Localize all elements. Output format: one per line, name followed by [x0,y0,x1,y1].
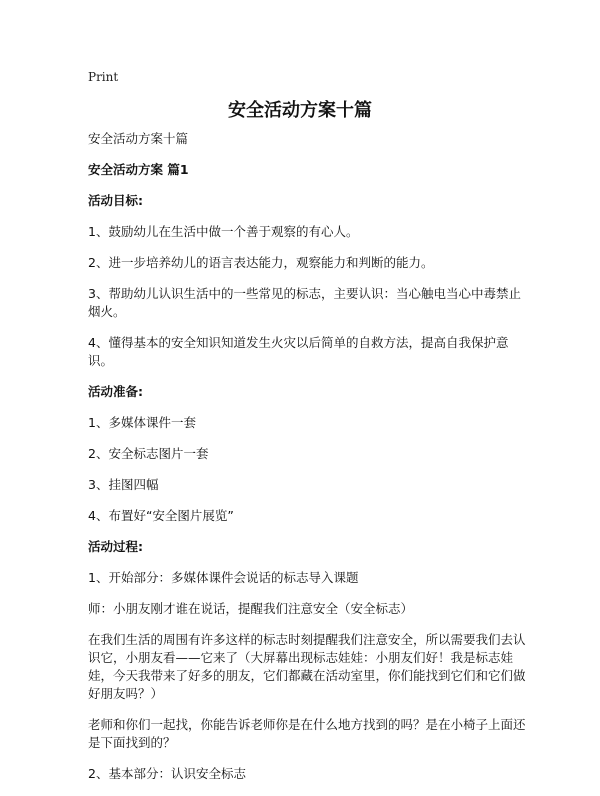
goal-item: 3、帮助幼儿认识生活中的一些常见的标志，主要认识：当心触电当心中毒禁止烟火。 [88,286,521,319]
section-heading: 安全活动方案 篇1 [88,162,189,177]
subtitle: 安全活动方案十篇 [88,131,189,146]
process-item: 2、基本部分：认识安全标志 [88,766,246,781]
goal-item: 4、懂得基本的安全知识知道发生火灾以后简单的自救方法，提高自我保护意识。 [88,335,509,368]
prep-item: 1、多媒体课件一套 [88,415,196,430]
process-item: 老师和你们一起找，你能告诉老师你是在什么地方找到的吗？是在小椅子上面还是下面找到的？ [88,717,526,750]
prep-item: 2、安全标志图片一套 [88,446,209,461]
document-body [88,130,528,796]
process-item: 1、开始部分：多媒体课件会说话的标志导入课题 [88,570,359,585]
goal-item: 2、进一步培养幼儿的语言表达能力，观察能力和判断的能力。 [88,255,434,270]
goal-heading: 活动目标: [88,193,143,208]
process-item: 师：小朋友刚才谁在说话，提醒我们注意安全（安全标志） [88,601,414,616]
prep-item: 4、布置好“安全图片展览” [88,508,234,523]
prep-item: 3、挂图四幅 [88,477,159,492]
process-item: 在我们生活的周围有许多这样的标志时刻提醒我们注意安全，所以需要我们去认识它，小朋友看——它来了（大屏幕出现标志娃娃：小朋友们好！我是标志娃娃，今天我带来了好多的朋友，它们都藏在活动室里，你们能找到它们和它们做好朋友吗？） [88,632,526,701]
prep-heading: 活动准备: [88,384,143,399]
process-heading: 活动过程: [88,539,143,554]
print-label: Print [88,70,119,84]
goal-item: 1、鼓励幼儿在生活中做一个善于观察的有心人。 [88,224,359,239]
page-title: 安全活动方案十篇 [228,100,372,121]
